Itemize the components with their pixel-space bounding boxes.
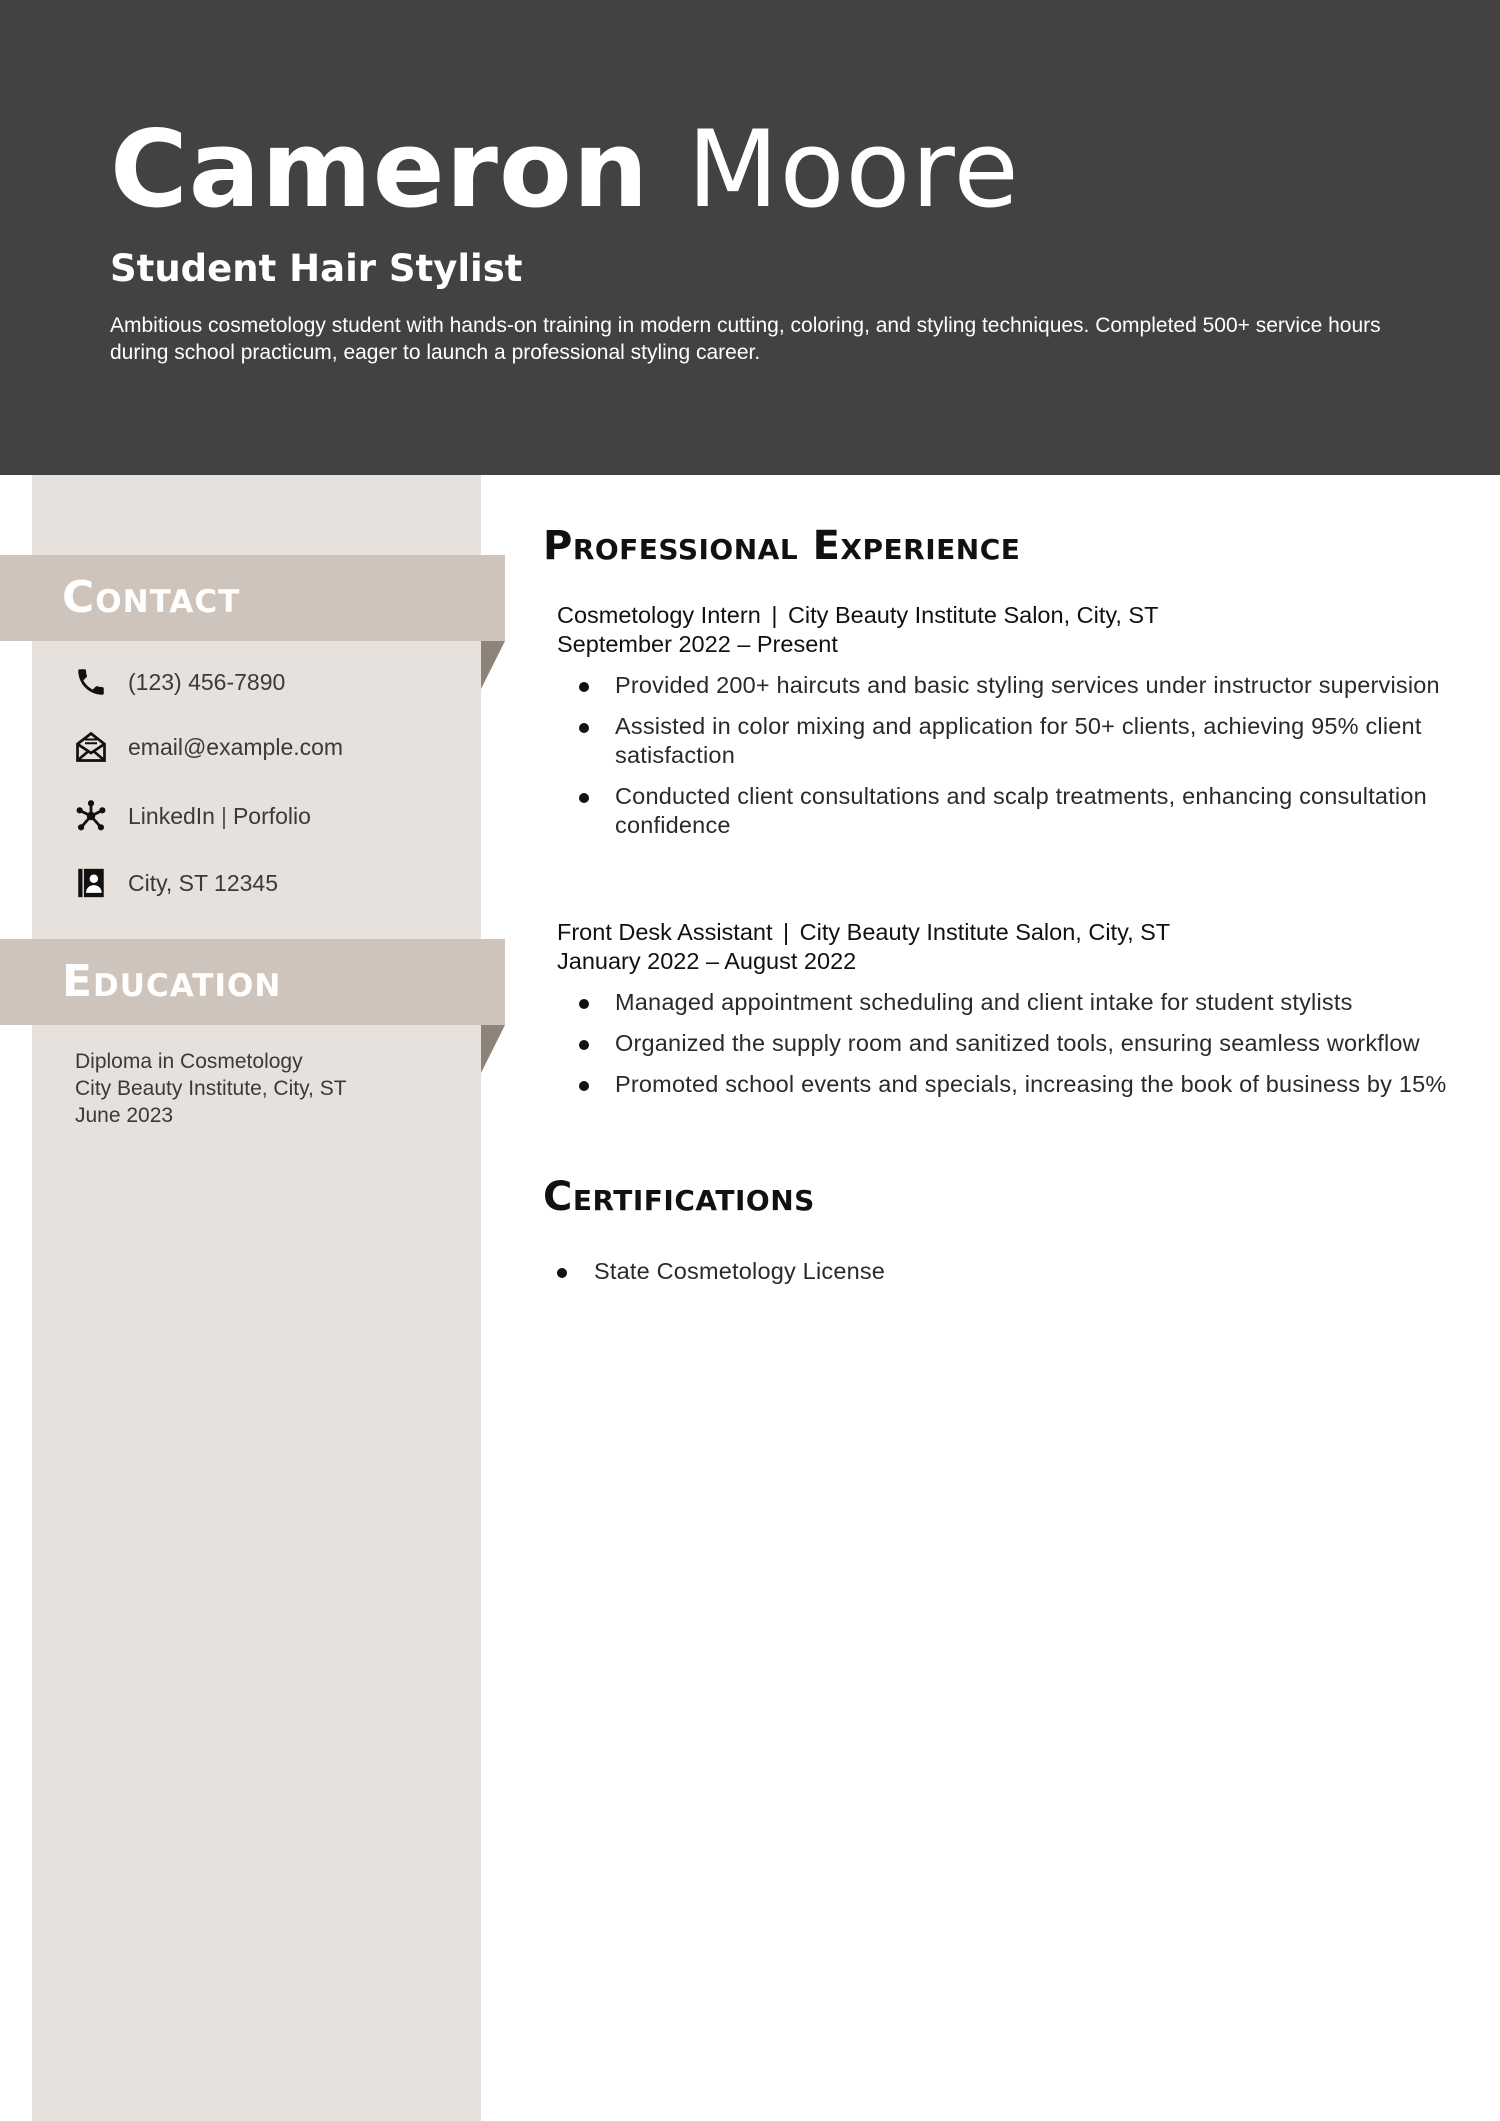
bullet-item: Provided 200+ haircuts and basic styling services under instructor supervision <box>557 671 1467 700</box>
education-entry <box>75 1048 347 1129</box>
bullet-item: Managed appointment scheduling and client intake for student stylists <box>557 988 1467 1017</box>
experience-heading: Professional Experience <box>543 523 1021 569</box>
job-entry <box>557 601 1467 852</box>
employer: City Beauty Institute Salon, City, ST <box>787 602 1159 628</box>
contact-links <box>72 796 311 836</box>
job-title: Front Desk Assistant <box>557 919 773 945</box>
sidebar <box>32 475 481 2121</box>
job-separator: | <box>783 919 790 945</box>
contact-email <box>72 727 343 767</box>
portfolio-link[interactable]: Porfolio <box>232 802 311 829</box>
last-name: Moore <box>687 108 1020 231</box>
contact-heading-band <box>0 555 505 641</box>
bullet-item: Conducted client consultations and scalp treatments, enhancing consultation confidence <box>557 782 1467 840</box>
contact-phone <box>72 662 285 702</box>
job-title: Cosmetology Intern <box>557 602 761 628</box>
employer: City Beauty Institute Salon, City, ST <box>799 919 1171 945</box>
job-dates: January 2022 – August 2022 <box>557 948 857 974</box>
link-separator: | <box>220 802 227 829</box>
certification-item: State Cosmetology License <box>557 1257 1457 1286</box>
job-bullets <box>557 671 1467 840</box>
education-heading-band <box>0 939 505 1025</box>
profile-links <box>128 803 311 830</box>
graduation-date: June 2023 <box>75 1104 174 1127</box>
bullet-item: Promoted school events and specials, increasing the book of business by 15% <box>557 1070 1467 1099</box>
phone-number[interactable]: (123) 456-7890 <box>128 668 286 695</box>
email-address[interactable]: email@example.com <box>128 733 344 760</box>
education-heading-fold <box>481 1025 505 1073</box>
job-role-line <box>557 918 1467 947</box>
bullet-item: Assisted in color mixing and application for 50+ clients, achieving 95% client satisfaction <box>557 712 1467 770</box>
network-icon <box>72 797 110 835</box>
degree: Diploma in Cosmetology <box>75 1050 303 1073</box>
linkedin-link[interactable]: LinkedIn <box>128 802 215 829</box>
phone-icon <box>72 663 110 701</box>
address: City, ST 12345 <box>128 869 279 896</box>
envelope-icon <box>72 728 110 766</box>
bullet-item: Organized the supply room and sanitized tools, ensuring seamless workflow <box>557 1029 1467 1058</box>
job-separator: | <box>771 602 778 628</box>
contact-book-icon <box>72 864 110 902</box>
education-heading: Education <box>62 956 282 1007</box>
school: City Beauty Institute, City, ST <box>75 1077 347 1100</box>
certifications-list <box>557 1257 1457 1298</box>
job-entry <box>557 918 1467 1111</box>
job-dates: September 2022 – Present <box>557 631 838 657</box>
contact-address <box>72 863 278 903</box>
first-name: Cameron <box>110 108 650 231</box>
candidate-name <box>110 105 1020 235</box>
job-role-line <box>557 601 1467 630</box>
professional-summary: Ambitious cosmetology student with hands-on training in modern cutting, coloring, and styling techniques. Completed 500+ service hours during school practicum, eager to launch a professional styling career. <box>110 314 1381 364</box>
contact-heading-fold <box>481 641 505 689</box>
contact-heading: Contact <box>62 572 241 623</box>
job-title: Student Hair Stylist <box>110 247 523 290</box>
job-bullets <box>557 988 1467 1099</box>
certifications-heading: Certifications <box>543 1174 815 1220</box>
resume-header <box>0 0 1500 475</box>
